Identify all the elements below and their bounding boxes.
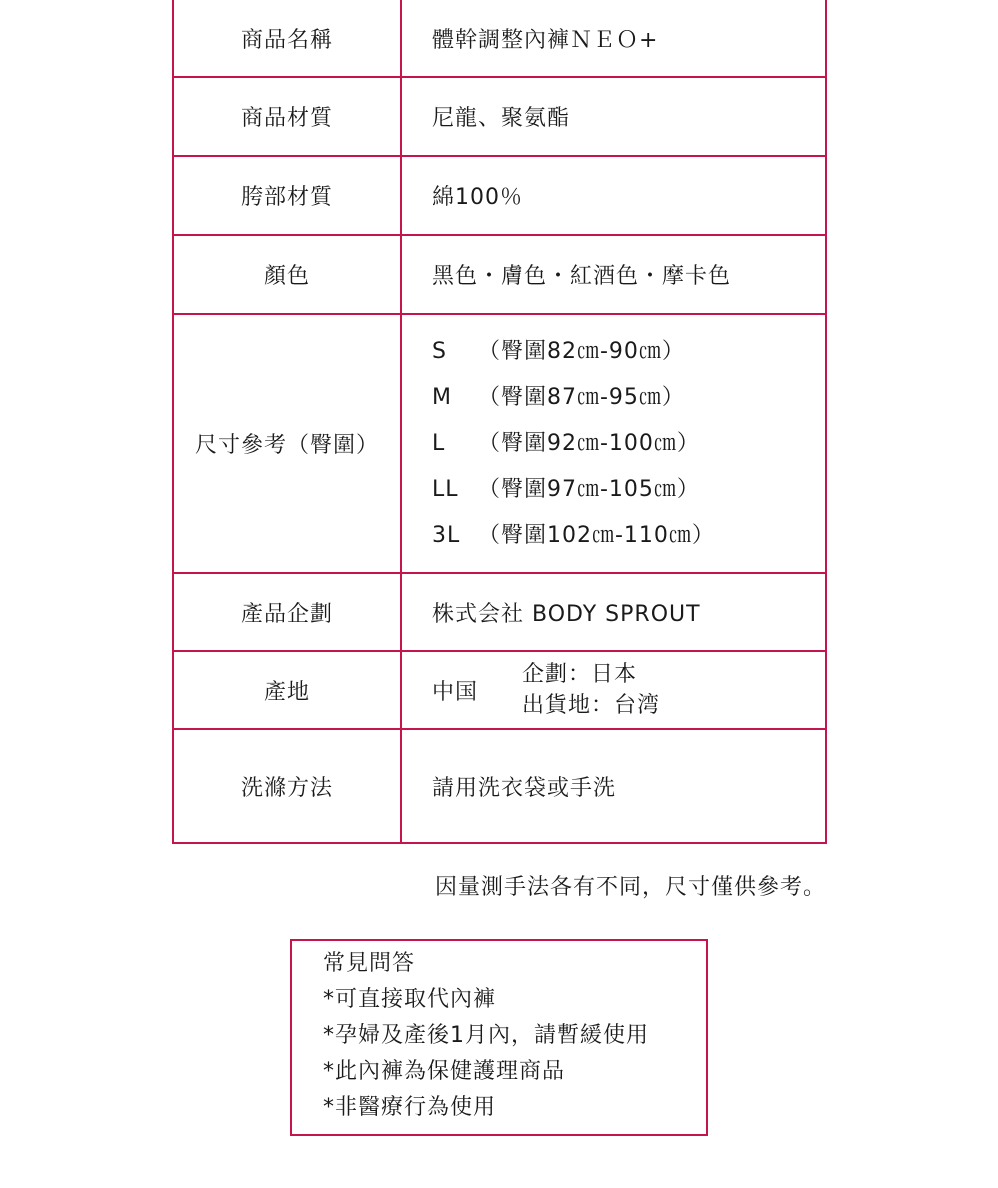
size-item	[432, 467, 825, 513]
spec-value: 體幹調整內褲ＮＥＯ+	[401, 0, 826, 77]
spec-label: 顏色	[173, 235, 401, 314]
size-code: 3L	[432, 522, 461, 548]
origin-country: 中国	[432, 679, 479, 705]
product-spec-table	[172, 0, 827, 844]
spec-label: 商品材質	[173, 77, 401, 156]
spec-value: 株式会社 BODY SPROUT	[401, 573, 826, 651]
origin-ship: 出貨地：台湾	[522, 693, 661, 718]
spec-row-material	[173, 77, 826, 156]
spec-row-origin	[173, 651, 826, 729]
size-code: LL	[432, 476, 459, 502]
spec-label: 產地	[173, 651, 401, 729]
faq-content	[323, 946, 649, 1126]
size-item	[432, 513, 825, 559]
faq-item: *孕婦及產後1月內，請暫緩使用	[323, 1023, 649, 1048]
spec-row-crotch-material	[173, 156, 826, 235]
spec-value: 綿100％	[401, 156, 826, 235]
size-code: S	[432, 338, 447, 364]
size-item	[432, 375, 825, 421]
spec-row-color	[173, 235, 826, 314]
size-item	[432, 329, 825, 375]
faq-box	[290, 939, 708, 1136]
origin-wrap	[432, 659, 825, 721]
size-disclaimer: 因量測手法各有不同，尺寸僅供參考。	[434, 875, 826, 900]
spec-row-name	[173, 0, 826, 77]
size-list	[401, 314, 826, 573]
size-range: （臀圍87㎝-95㎝）	[478, 384, 685, 410]
spec-label: 商品名稱	[173, 0, 401, 77]
faq-title: 常見問答	[323, 951, 416, 976]
faq-item: *可直接取代內褲	[323, 987, 497, 1012]
spec-label: 胯部材質	[173, 156, 401, 235]
origin-plan: 企劃：日本	[522, 662, 638, 687]
origin-detail	[522, 659, 660, 721]
spec-value: 黑色・膚色・紅酒色・摩卡色	[401, 235, 826, 314]
origin-cell	[401, 651, 826, 729]
spec-value: 請用洗衣袋或手洗	[401, 729, 826, 843]
size-range: （臀圍82㎝-90㎝）	[478, 338, 685, 364]
size-item	[432, 421, 825, 467]
spec-row-size	[173, 314, 826, 573]
size-code: M	[432, 384, 452, 410]
spec-value: 尼龍、聚氨酯	[401, 77, 826, 156]
spec-label: 產品企劃	[173, 573, 401, 651]
spec-label: 尺寸參考（臀圍）	[173, 314, 401, 573]
size-range: （臀圍97㎝-105㎝）	[478, 476, 700, 502]
spec-row-washing	[173, 729, 826, 843]
spec-label: 洗滌方法	[173, 729, 401, 843]
size-code: L	[432, 430, 446, 456]
faq-item: *此內褲為保健護理商品	[323, 1059, 566, 1084]
size-range: （臀圍102㎝-110㎝）	[478, 522, 715, 548]
spec-row-planning	[173, 573, 826, 651]
faq-item: *非醫療行為使用	[323, 1095, 497, 1120]
size-range: （臀圍92㎝-100㎝）	[478, 430, 700, 456]
